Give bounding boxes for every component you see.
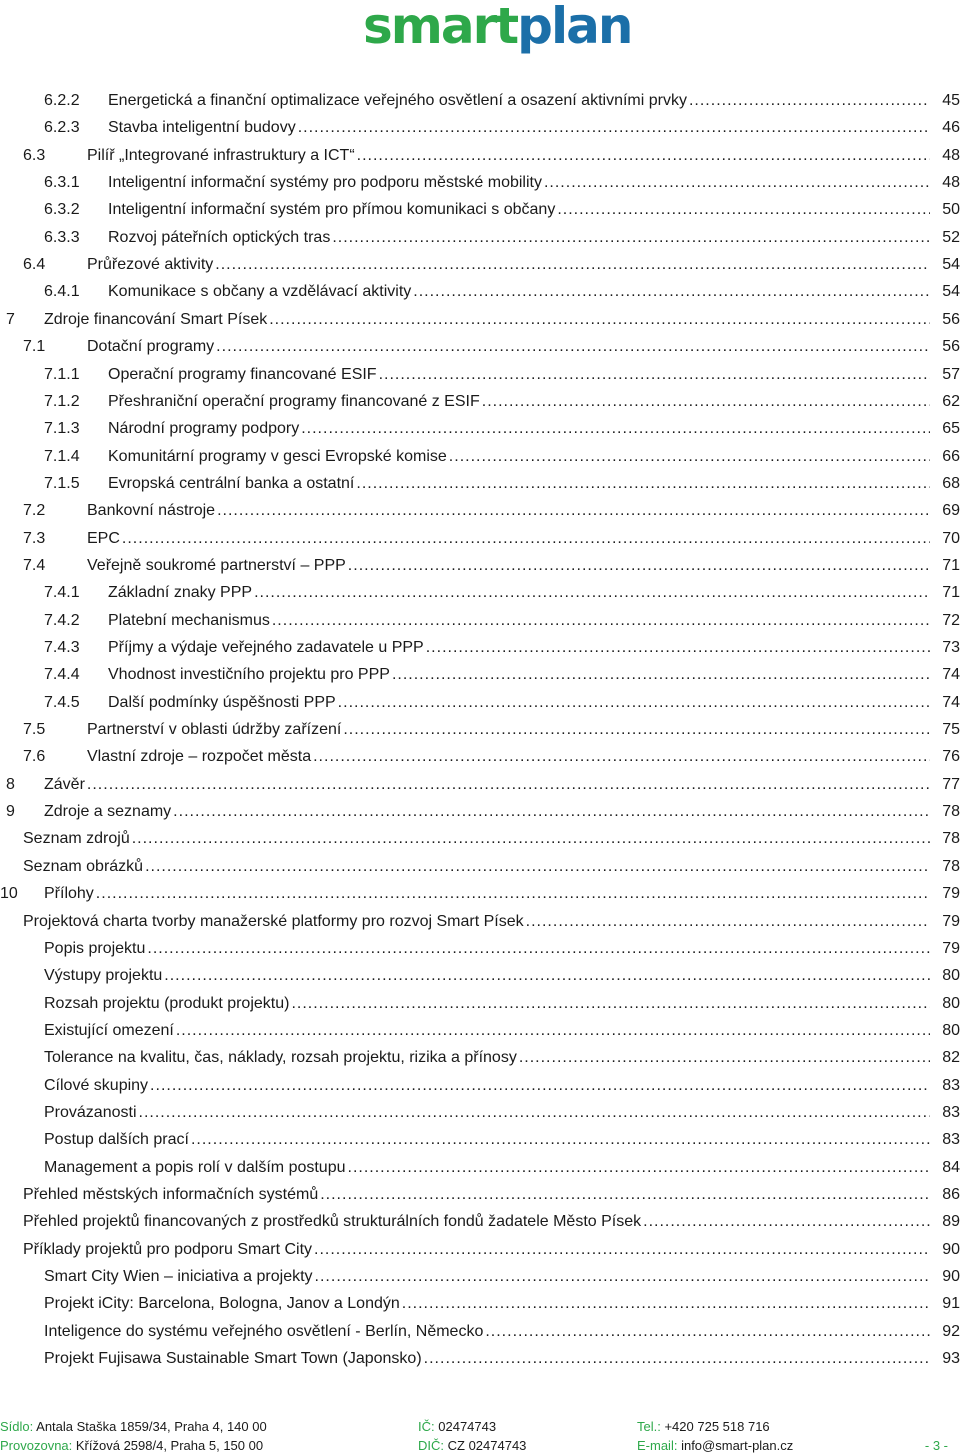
logo-smart: smart xyxy=(363,0,518,55)
toc-entry[interactable] xyxy=(0,525,960,552)
toc-entry-title: Příjmy a výdaje veřejného zadavatele u PPP xyxy=(108,639,424,656)
toc-dot-leader xyxy=(150,1072,930,1099)
toc-entry[interactable] xyxy=(0,1181,960,1208)
toc-entry[interactable] xyxy=(0,306,960,333)
toc-entry[interactable] xyxy=(0,1345,960,1372)
toc-entry-page: 76 xyxy=(942,748,960,766)
toc-entry[interactable] xyxy=(0,114,960,141)
footer-tel-label: Tel.: xyxy=(637,1419,661,1434)
toc-entry-page: 82 xyxy=(942,1049,960,1067)
toc-entry[interactable] xyxy=(0,689,960,716)
toc-dot-leader xyxy=(356,470,930,497)
toc-entry-page: 74 xyxy=(942,693,960,711)
toc-dot-leader xyxy=(315,1263,930,1290)
toc-entry-page: 89 xyxy=(942,1213,960,1231)
toc-entry-title: Rozsah projektu (produkt projektu) xyxy=(44,994,290,1012)
toc-entry-number: 7.1.5 xyxy=(44,474,80,492)
toc-entry-title: Pilíř „Integrované infrastruktury a ICT“ xyxy=(87,146,355,164)
toc-entry-page: 65 xyxy=(942,420,960,438)
toc-dot-leader xyxy=(191,1126,930,1153)
toc-entry[interactable] xyxy=(0,634,960,661)
toc-entry-number: 6.3.2 xyxy=(44,201,80,219)
toc-entry-title: Národní programy podpory xyxy=(108,420,300,438)
toc-entry[interactable] xyxy=(0,716,960,743)
toc-entry-title: Další podmínky úspěšnosti PPP xyxy=(108,693,336,711)
toc-entry[interactable] xyxy=(0,470,960,497)
footer-ic-value: 02474743 xyxy=(438,1419,497,1434)
toc-entry-number: 7.4.2 xyxy=(44,611,80,629)
toc-entry-number: 6.3 xyxy=(23,146,46,164)
toc-entry-title: Komunitární programy v gesci Evropské komise xyxy=(108,447,447,465)
toc-dot-leader xyxy=(332,224,930,251)
toc-dot-leader xyxy=(544,169,930,196)
page-footer xyxy=(0,1418,960,1455)
toc-entry-number: 7.4.5 xyxy=(44,693,80,711)
toc-dot-leader xyxy=(379,361,930,388)
toc-dot-leader xyxy=(526,908,930,935)
toc-entry[interactable] xyxy=(0,661,960,688)
toc-entry-page: 46 xyxy=(942,119,960,137)
toc-dot-leader xyxy=(139,1099,931,1126)
footer-dic-label: DIČ: xyxy=(418,1438,444,1453)
toc-dot-leader xyxy=(217,497,930,524)
toc-entry-page: 54 xyxy=(942,283,960,301)
toc-dot-leader xyxy=(343,716,930,743)
toc-entry-title: Vlastní zdroje – rozpočet města xyxy=(87,748,312,766)
toc-entry-title: Přeshraniční operační programy financované z ESIF xyxy=(108,392,480,410)
toc-entry-page: 74 xyxy=(942,666,960,684)
toc-entry[interactable] xyxy=(0,962,960,989)
toc-entry-page: 79 xyxy=(942,939,960,957)
toc-dot-leader xyxy=(338,689,930,716)
toc-entry-page: 45 xyxy=(942,92,960,109)
toc-entry-number: 7.1.2 xyxy=(44,392,80,410)
toc-entry-title: Platební mechanismus xyxy=(108,611,270,629)
toc-entry-page: 78 xyxy=(942,803,960,821)
toc-entry-number: 6.3.1 xyxy=(44,174,80,192)
footer-tel xyxy=(637,1418,770,1436)
toc-entry-title: Partnerství v oblasti údržby zařízení xyxy=(87,721,342,739)
toc-entry-page: 90 xyxy=(942,1240,960,1258)
toc-entry[interactable] xyxy=(0,935,960,962)
toc-entry[interactable] xyxy=(0,169,960,196)
toc-entry[interactable] xyxy=(0,908,960,935)
toc-entry-number: 7.4.4 xyxy=(44,666,80,684)
toc-entry-title: Cílové skupiny xyxy=(44,1076,149,1094)
toc-entry-title: Projektová charta tvorby manažerské platformy pro rozvoj Smart Písek xyxy=(23,912,524,930)
footer-email-label: E-mail: xyxy=(637,1438,678,1453)
toc-entry[interactable] xyxy=(0,825,960,852)
toc-entry[interactable] xyxy=(0,333,960,360)
toc-entry-title: Příklady projektů pro podporu Smart City xyxy=(23,1240,313,1258)
toc-entry-number: 6.3.3 xyxy=(44,228,80,246)
toc-entry-number: 7.5 xyxy=(23,721,46,739)
toc-dot-leader xyxy=(269,306,930,333)
toc-entry-title: Popis projektu xyxy=(44,939,146,957)
toc-entry[interactable] xyxy=(0,87,960,114)
footer-provozovna-value: Křížová 2598/4, Praha 5, 150 00 xyxy=(75,1438,264,1453)
toc-entry-page: 69 xyxy=(942,502,960,520)
toc-entry-title: Evropská centrální banka a ostatní xyxy=(108,474,355,492)
toc-entry[interactable] xyxy=(0,142,960,169)
toc-entry[interactable] xyxy=(0,497,960,524)
toc-entry-title: Zdroje a seznamy xyxy=(44,803,172,821)
toc-entry-number: 6.4 xyxy=(23,256,46,274)
toc-entry-number: 7.3 xyxy=(23,529,46,547)
toc-entry[interactable] xyxy=(0,1318,960,1345)
footer-page-number xyxy=(925,1437,948,1455)
toc-entry-page: 56 xyxy=(942,310,960,328)
toc-dot-leader xyxy=(426,634,930,661)
toc-entry[interactable] xyxy=(0,1154,960,1181)
toc-entry-title: Přehled projektů financovaných z prostředků strukturálních fondů žadatele Město Písek xyxy=(23,1213,642,1231)
toc-entry[interactable] xyxy=(0,415,960,442)
toc-entry-title: Operační programy financované ESIF xyxy=(108,365,377,383)
toc-entry-number: 7.4.1 xyxy=(44,584,80,602)
toc-entry-page: 83 xyxy=(942,1076,960,1094)
toc-dot-leader xyxy=(402,1290,930,1317)
toc-entry[interactable] xyxy=(0,1236,960,1263)
toc-dot-leader xyxy=(132,825,930,852)
toc-entry-title: Projekt Fujisawa Sustainable Smart Town (Japonsko) xyxy=(44,1350,422,1368)
toc-entry[interactable] xyxy=(0,1126,960,1153)
toc-entry[interactable] xyxy=(0,1099,960,1126)
toc-entry-number: 10 xyxy=(0,885,18,903)
toc-entry-page: 78 xyxy=(942,830,960,848)
toc-entry[interactable] xyxy=(0,798,960,825)
toc-entry-page: 72 xyxy=(942,611,960,629)
footer-provozovna xyxy=(0,1437,263,1455)
footer-ic-label: IČ: xyxy=(418,1419,435,1434)
footer-ic xyxy=(418,1418,496,1436)
toc-dot-leader xyxy=(348,1154,931,1181)
toc-dot-leader xyxy=(96,880,930,907)
toc-dot-leader xyxy=(272,607,930,634)
toc-entry-page: 71 xyxy=(942,584,960,602)
toc-entry-page: 48 xyxy=(942,146,960,164)
toc-entry-title: Smart City Wien – iniciativa a projekty xyxy=(44,1268,313,1286)
toc-entry-title: Veřejně soukromé partnerství – PPP xyxy=(87,556,346,574)
toc-entry-title: Existující omezení xyxy=(44,1021,174,1039)
toc-entry[interactable] xyxy=(0,224,960,251)
toc-dot-leader xyxy=(147,935,930,962)
toc-dot-leader xyxy=(689,87,930,114)
toc-entry-number: 7.6 xyxy=(23,748,46,766)
footer-email xyxy=(637,1437,793,1455)
smartplan-logo xyxy=(363,0,632,64)
toc-entry-page: 80 xyxy=(942,967,960,985)
footer-tel-value: +420 725 518 716 xyxy=(664,1419,770,1434)
toc-entry[interactable] xyxy=(0,853,960,880)
toc-entry-page: 50 xyxy=(942,201,960,219)
toc-entry-title: Komunikace s občany a vzdělávací aktivity xyxy=(108,283,412,301)
toc-entry[interactable] xyxy=(0,1208,960,1235)
toc-dot-leader xyxy=(424,1345,930,1372)
toc-entry-title: Stavba inteligentní budovy xyxy=(108,119,296,137)
toc-entry-number: 6.2.3 xyxy=(44,119,80,137)
toc-entry-page: 48 xyxy=(942,174,960,192)
toc-entry-title: Provázanosti xyxy=(44,1103,137,1121)
toc-entry-number: 7.1.1 xyxy=(44,365,80,383)
toc-entry-page: 91 xyxy=(942,1295,960,1313)
toc-dot-leader xyxy=(485,1318,930,1345)
toc-entry[interactable] xyxy=(0,278,960,305)
toc-entry-title: Výstupy projektu xyxy=(44,967,163,985)
toc-entry[interactable] xyxy=(0,607,960,634)
toc-entry-page: 83 xyxy=(942,1103,960,1121)
toc-entry-number: 9 xyxy=(6,803,15,821)
toc-entry[interactable] xyxy=(0,1290,960,1317)
toc-dot-leader xyxy=(173,798,930,825)
footer-sidlo xyxy=(0,1418,267,1436)
toc-entry[interactable] xyxy=(0,1072,960,1099)
toc-entry-page: 80 xyxy=(942,994,960,1012)
toc-entry[interactable] xyxy=(0,552,960,579)
toc-dot-leader xyxy=(357,142,930,169)
toc-entry-page: 93 xyxy=(942,1350,960,1368)
toc-dot-leader xyxy=(164,962,930,989)
footer-provozovna-label: Provozovna: xyxy=(0,1438,73,1453)
toc-entry[interactable] xyxy=(0,251,960,278)
toc-dot-leader xyxy=(320,1181,930,1208)
toc-entry-title: Dotační programy xyxy=(87,338,215,356)
toc-dot-leader xyxy=(87,771,930,798)
toc-entry-page: 68 xyxy=(942,474,960,492)
toc-entry-title: EPC xyxy=(87,529,120,547)
toc-entry-page: 66 xyxy=(942,447,960,465)
toc-entry-title: Základní znaky PPP xyxy=(108,584,253,602)
toc-entry-page: 57 xyxy=(942,365,960,383)
footer-email-value[interactable]: info@smart-plan.cz xyxy=(681,1438,794,1453)
toc-entry-title: Postup dalších prací xyxy=(44,1131,189,1149)
toc-dot-leader xyxy=(348,552,930,579)
toc-entry[interactable] xyxy=(0,579,960,606)
toc-entry-number: 6.2.2 xyxy=(44,92,80,109)
toc-dot-leader xyxy=(254,579,930,606)
toc-entry-title: Zdroje financování Smart Písek xyxy=(44,310,268,328)
toc-entry-title: Přehled městských informačních systémů xyxy=(23,1186,319,1203)
toc-entry-page: 77 xyxy=(942,775,960,793)
toc-entry-page: 75 xyxy=(942,721,960,739)
toc-entry-number: 7.1.4 xyxy=(44,447,80,465)
toc-entry-title: Průřezové aktivity xyxy=(87,256,214,274)
toc-entry[interactable] xyxy=(0,771,960,798)
toc-entry-number: 6.4.1 xyxy=(44,283,80,301)
toc-entry-title: Seznam obrázků xyxy=(23,857,144,875)
toc-dot-leader xyxy=(643,1208,930,1235)
toc-entry[interactable] xyxy=(0,880,960,907)
toc-entry-title: Závěr xyxy=(44,775,85,793)
toc-entry-number: 7.1 xyxy=(23,338,46,356)
toc-dot-leader xyxy=(298,114,930,141)
toc-dot-leader xyxy=(216,333,930,360)
footer-sidlo-value: Antala Staška 1859/34, Praha 4, 140 00 xyxy=(36,1419,267,1434)
footer-dic xyxy=(418,1437,526,1455)
toc-entry-page: 52 xyxy=(942,228,960,246)
toc-entry-page: 71 xyxy=(942,556,960,574)
toc-dot-leader xyxy=(519,1044,930,1071)
toc-entry-number: 7 xyxy=(6,310,15,328)
toc-entry-page: 62 xyxy=(942,392,960,410)
toc-entry-title: Inteligentní informační systém pro přímou komunikaci s občany xyxy=(108,201,556,219)
footer-sidlo-label: Sídlo: xyxy=(0,1419,34,1434)
toc-dot-leader xyxy=(145,853,930,880)
toc-entry-number: 7.2 xyxy=(23,502,46,520)
toc-entry-page: 79 xyxy=(942,885,960,903)
toc-entry-page: 83 xyxy=(942,1131,960,1149)
toc-entry-page: 80 xyxy=(942,1021,960,1039)
toc-dot-leader xyxy=(176,1017,930,1044)
footer-dic-value: CZ 02474743 xyxy=(447,1438,527,1453)
toc-entry-title: Přílohy xyxy=(44,885,94,903)
toc-dot-leader xyxy=(122,525,930,552)
toc-entry-page: 70 xyxy=(942,529,960,547)
toc-entry-number: 7.4.3 xyxy=(44,639,80,656)
page-number: - 3 - xyxy=(924,1438,948,1453)
toc-entry[interactable] xyxy=(0,443,960,470)
toc-entry-title: Management a popis rolí v dalším postupu xyxy=(44,1158,346,1176)
toc-entry-title: Bankovní nástroje xyxy=(87,502,216,520)
toc-entry[interactable] xyxy=(0,743,960,770)
toc-entry[interactable] xyxy=(0,1017,960,1044)
toc-dot-leader xyxy=(215,251,930,278)
toc-entry-page: 73 xyxy=(942,639,960,656)
toc-entry-page: 84 xyxy=(942,1158,960,1176)
logo-plan: plan xyxy=(517,0,632,55)
toc-dot-leader xyxy=(392,661,930,688)
toc-entry[interactable] xyxy=(0,196,960,223)
toc-entry-title: Projekt iCity: Barcelona, Bologna, Janov a Londýn xyxy=(44,1295,400,1313)
toc-entry-page: 54 xyxy=(942,256,960,274)
toc-dot-leader xyxy=(449,443,930,470)
toc-entry[interactable] xyxy=(0,361,960,388)
toc-entry-title: Rozvoj páteřních optických tras xyxy=(108,228,331,246)
toc-entry-title: Energetická a finanční optimalizace veřejného osvětlení a osazení aktivními prvky xyxy=(108,92,687,109)
toc-entry[interactable] xyxy=(0,1263,960,1290)
toc-entry-number: 7.1.3 xyxy=(44,420,80,438)
toc-entry[interactable] xyxy=(0,1044,960,1071)
toc-entry-number: 7.4 xyxy=(23,556,46,574)
toc-entry[interactable] xyxy=(0,388,960,415)
toc-dot-leader xyxy=(314,1236,930,1263)
toc-entry-page: 56 xyxy=(942,338,960,356)
toc-entry[interactable] xyxy=(0,990,960,1017)
toc-entry-page: 86 xyxy=(942,1186,960,1203)
toc-dot-leader xyxy=(301,415,930,442)
toc-entry-page: 92 xyxy=(942,1322,960,1340)
toc-dot-leader xyxy=(482,388,930,415)
toc-entry-title: Vhodnost investičního projektu pro PPP xyxy=(108,666,390,684)
toc-dot-leader xyxy=(313,743,930,770)
toc-entry-title: Seznam zdrojů xyxy=(23,830,130,848)
toc-entry-title: Inteligentní informační systémy pro podporu městské mobility xyxy=(108,174,542,192)
toc-entry-title: Inteligence do systému veřejného osvětlení - Berlín, Německo xyxy=(44,1322,484,1340)
toc-entry-page: 79 xyxy=(942,912,960,930)
toc-entry-page: 90 xyxy=(942,1268,960,1286)
toc-dot-leader xyxy=(557,196,930,223)
toc-entry-number: 8 xyxy=(6,775,15,793)
toc-dot-leader xyxy=(291,990,930,1017)
toc-dot-leader xyxy=(413,278,930,305)
toc-entry-page: 78 xyxy=(942,857,960,875)
toc-entry-title: Tolerance na kvalitu, čas, náklady, rozsah projektu, rizika a přínosy xyxy=(44,1049,517,1067)
